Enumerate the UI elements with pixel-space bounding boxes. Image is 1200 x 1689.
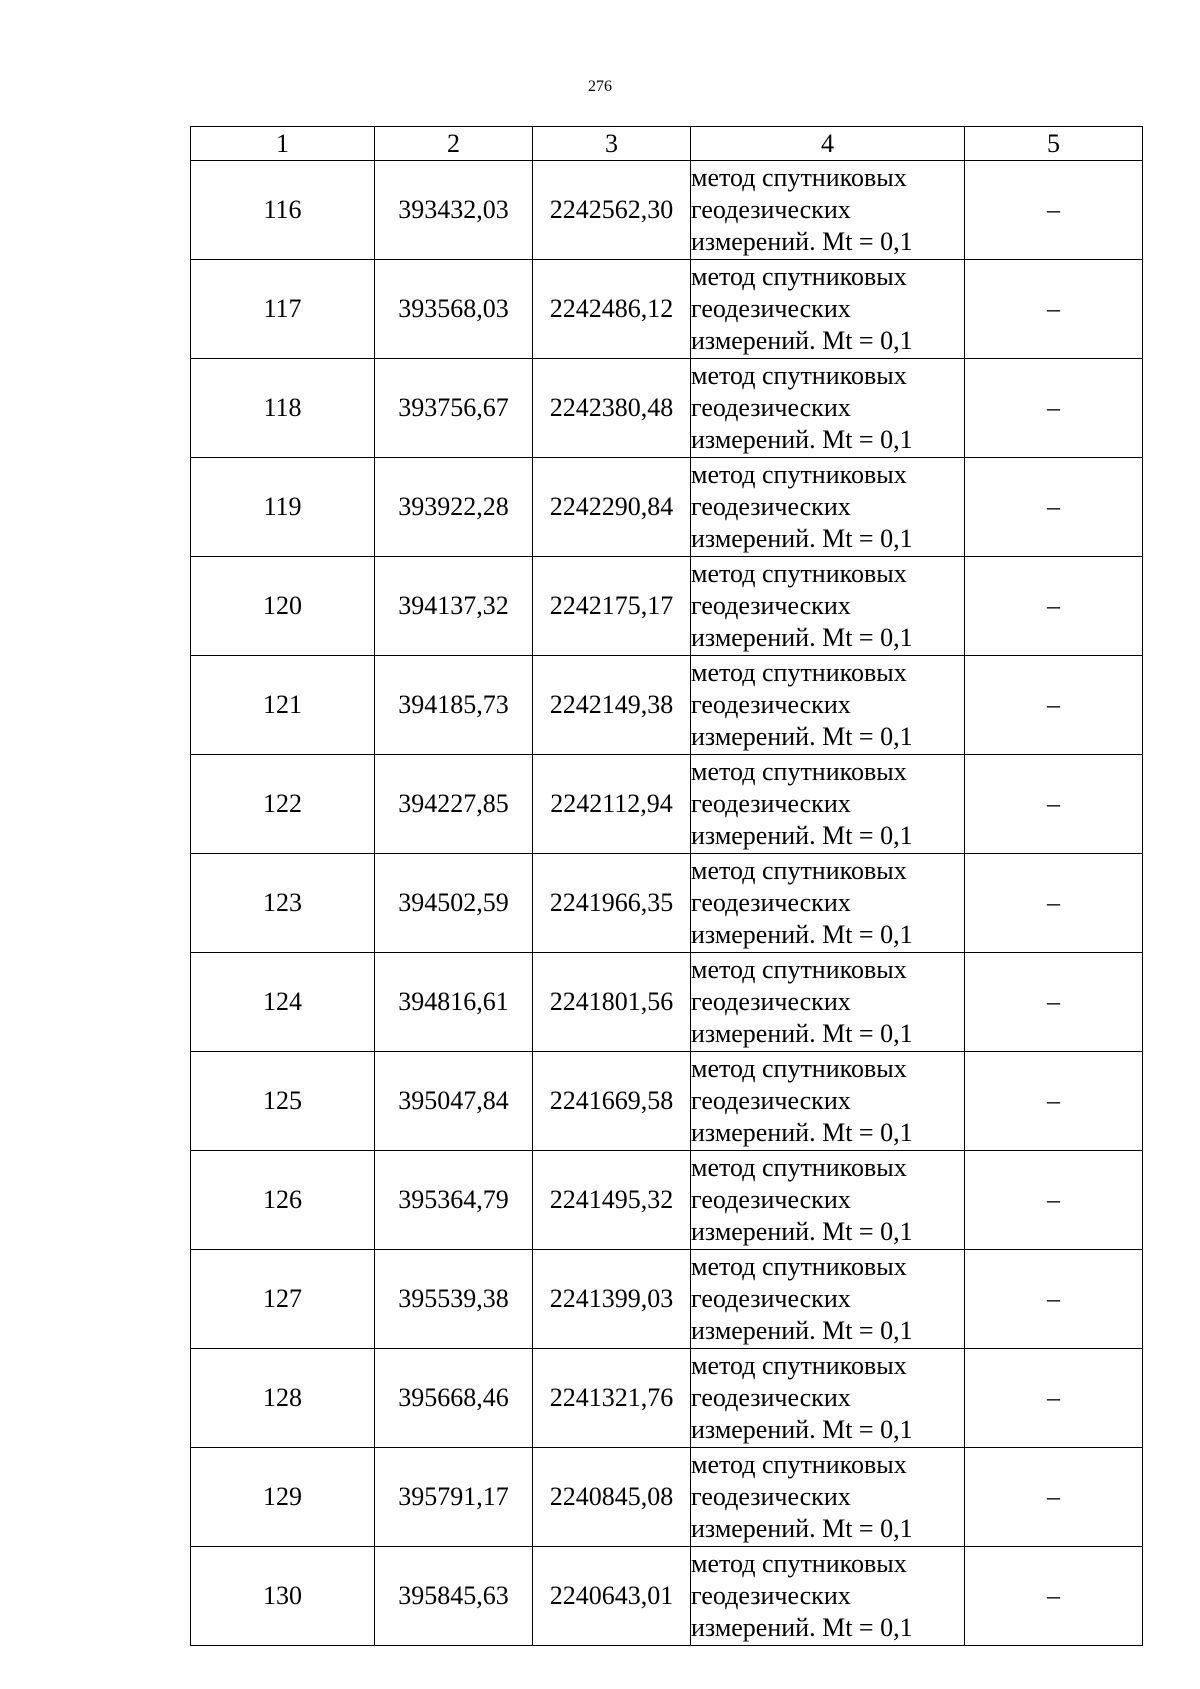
point-number: 129	[191, 1448, 375, 1547]
header-col-3: 3	[533, 127, 691, 161]
coordinate-y: 2242486,12	[533, 260, 691, 359]
table-row	[191, 1250, 1143, 1349]
coordinates-table	[190, 126, 1143, 1646]
point-number: 130	[191, 1547, 375, 1646]
note-cell: –	[965, 1547, 1143, 1646]
note-cell: –	[965, 557, 1143, 656]
coordinate-x: 394227,85	[375, 755, 533, 854]
measurement-method: метод спутниковых геодезических измерений. Mt = 0,1	[691, 260, 965, 359]
coordinate-y: 2242380,48	[533, 359, 691, 458]
measurement-method: метод спутниковых геодезических измерений. Mt = 0,1	[691, 557, 965, 656]
coordinate-y: 2241669,58	[533, 1052, 691, 1151]
point-number: 117	[191, 260, 375, 359]
note-cell: –	[965, 755, 1143, 854]
table-row	[191, 854, 1143, 953]
table-row	[191, 656, 1143, 755]
measurement-method: метод спутниковых геодезических измерений. Mt = 0,1	[691, 1547, 965, 1646]
table-row	[191, 1349, 1143, 1448]
note-cell: –	[965, 1349, 1143, 1448]
coordinate-y: 2242290,84	[533, 458, 691, 557]
coordinate-x: 394816,61	[375, 953, 533, 1052]
coordinate-x: 393922,28	[375, 458, 533, 557]
measurement-method: метод спутниковых геодезических измерений. Mt = 0,1	[691, 1151, 965, 1250]
measurement-method: метод спутниковых геодезических измерений. Mt = 0,1	[691, 755, 965, 854]
coordinate-x: 395845,63	[375, 1547, 533, 1646]
table-row	[191, 1547, 1143, 1646]
point-number: 125	[191, 1052, 375, 1151]
note-cell: –	[965, 161, 1143, 260]
page-number: 276	[588, 78, 612, 95]
note-cell: –	[965, 953, 1143, 1052]
coordinate-y: 2242149,38	[533, 656, 691, 755]
point-number: 128	[191, 1349, 375, 1448]
coordinate-x: 395539,38	[375, 1250, 533, 1349]
note-cell: –	[965, 854, 1143, 953]
table-row	[191, 260, 1143, 359]
coordinate-x: 394185,73	[375, 656, 533, 755]
table-row	[191, 755, 1143, 854]
table-header	[191, 127, 1143, 161]
point-number: 126	[191, 1151, 375, 1250]
coordinate-y: 2241966,35	[533, 854, 691, 953]
header-col-5: 5	[965, 127, 1143, 161]
coordinate-y: 2241399,03	[533, 1250, 691, 1349]
note-cell: –	[965, 656, 1143, 755]
coordinate-x: 393432,03	[375, 161, 533, 260]
coordinate-x: 393756,67	[375, 359, 533, 458]
point-number: 120	[191, 557, 375, 656]
coordinate-y: 2241495,32	[533, 1151, 691, 1250]
table-row	[191, 953, 1143, 1052]
coordinate-x: 395047,84	[375, 1052, 533, 1151]
coordinate-x: 395791,17	[375, 1448, 533, 1547]
measurement-method: метод спутниковых геодезических измерений. Mt = 0,1	[691, 1250, 965, 1349]
note-cell: –	[965, 260, 1143, 359]
coordinate-x: 394502,59	[375, 854, 533, 953]
point-number: 121	[191, 656, 375, 755]
note-cell: –	[965, 1151, 1143, 1250]
coordinate-y: 2240845,08	[533, 1448, 691, 1547]
point-number: 118	[191, 359, 375, 458]
measurement-method: метод спутниковых геодезических измерений. Mt = 0,1	[691, 161, 965, 260]
measurement-method: метод спутниковых геодезических измерений. Mt = 0,1	[691, 953, 965, 1052]
table-row	[191, 1448, 1143, 1547]
note-cell: –	[965, 1052, 1143, 1151]
header-col-4: 4	[691, 127, 965, 161]
point-number: 119	[191, 458, 375, 557]
coordinate-y: 2242112,94	[533, 755, 691, 854]
note-cell: –	[965, 1448, 1143, 1547]
measurement-method: метод спутниковых геодезических измерений. Mt = 0,1	[691, 656, 965, 755]
table-row	[191, 458, 1143, 557]
measurement-method: метод спутниковых геодезических измерений. Mt = 0,1	[691, 1448, 965, 1547]
measurement-method: метод спутниковых геодезических измерений. Mt = 0,1	[691, 458, 965, 557]
header-col-2: 2	[375, 127, 533, 161]
coordinate-y: 2241321,76	[533, 1349, 691, 1448]
measurement-method: метод спутниковых геодезических измерений. Mt = 0,1	[691, 1052, 965, 1151]
coordinate-y: 2242562,30	[533, 161, 691, 260]
coordinate-x: 395668,46	[375, 1349, 533, 1448]
coordinate-x: 395364,79	[375, 1151, 533, 1250]
table-row	[191, 1151, 1143, 1250]
table-body	[191, 161, 1143, 1646]
table-row	[191, 1052, 1143, 1151]
point-number: 116	[191, 161, 375, 260]
note-cell: –	[965, 1250, 1143, 1349]
coordinate-y: 2242175,17	[533, 557, 691, 656]
coordinate-y: 2240643,01	[533, 1547, 691, 1646]
table-row	[191, 359, 1143, 458]
table-row	[191, 161, 1143, 260]
measurement-method: метод спутниковых геодезических измерений. Mt = 0,1	[691, 1349, 965, 1448]
note-cell: –	[965, 359, 1143, 458]
table-row	[191, 557, 1143, 656]
coordinate-x: 394137,32	[375, 557, 533, 656]
coordinate-y: 2241801,56	[533, 953, 691, 1052]
measurement-method: метод спутниковых геодезических измерений. Mt = 0,1	[691, 854, 965, 953]
point-number: 127	[191, 1250, 375, 1349]
header-col-1: 1	[191, 127, 375, 161]
coordinate-x: 393568,03	[375, 260, 533, 359]
point-number: 123	[191, 854, 375, 953]
point-number: 122	[191, 755, 375, 854]
note-cell: –	[965, 458, 1143, 557]
point-number: 124	[191, 953, 375, 1052]
measurement-method: метод спутниковых геодезических измерений. Mt = 0,1	[691, 359, 965, 458]
header-row	[191, 127, 1143, 161]
